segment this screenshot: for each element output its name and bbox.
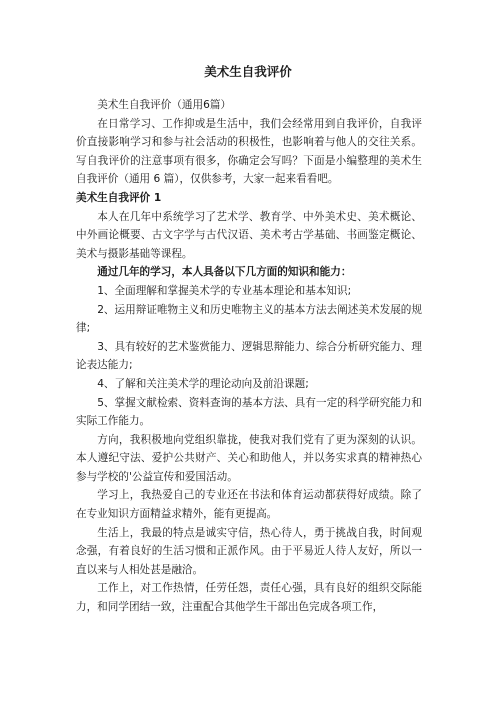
- list-item-4: 4、了解和关注美术学的理论动向及前沿课题;: [97, 377, 309, 390]
- paragraph-life: 生活上，我最的特点是诚实守信，热心待人，勇于挑战自我，时间观念强，有着良好的生活习惯和正派作风。由于平易近人待人友好，所以一直以来与人相处甚是融洽。: [76, 526, 422, 576]
- document-title: 美术生自我评价: [204, 64, 292, 79]
- list-item-5: 5、掌握文献检索、资料查询的基本方法、具有一定的科学研究能力和实际工作能力。: [76, 396, 422, 428]
- document-body: [76, 96, 422, 617]
- paragraph-intro: 在日常学习、工作抑或是生活中，我们会经常用到自我评价，自我评价直接影响学习和参与社会活动的积极性，也影响着与他人的交往关系。写自我评价的注意事项有很多，你确定会写吗？下面是小编整理的美术生自我评价（通用 6 篇），仅供参考，大家一起来看看吧。: [76, 117, 422, 186]
- subtitle: 美术生自我评价（通用6篇）: [97, 99, 232, 111]
- list-item-3: 3、具有较好的艺术鉴赏能力、逻辑思辩能力、综合分析研究能力、理论表达能力;: [76, 340, 422, 372]
- list-item-2: 2、运用辩证唯物主义和历史唯物主义的基本方法去阐述美术发展的规律;: [76, 303, 422, 335]
- paragraph-study: 学习上，我热爱自己的专业还在书法和体育运动都获得好成绩。除了在专业知识方面精益求精外，能有更提高。: [76, 489, 422, 521]
- paragraph-work: 工作上，对工作热情，任劳任怨，责任心强，具有良好的组织交际能力，和同学团结一致，注重配合其他学生干部出色完成各项工作，: [76, 582, 422, 614]
- paragraph-party: 方向，我积极地向党组织靠拢，使我对我们党有了更为深刻的认识。本人遵纪守法、爱护公共财产、关心和助他人，并以务实求真的精神热心参与学校的'公益宣传和爱国活动。: [76, 433, 422, 483]
- paragraph-courses: 本人在几年中系统学习了艺术学、教育学、中外美术史、美术概论、中外画论概要、古文字学与古代汉语、美术考古学基础、书画鉴定概论、美术与摄影基础等课程。: [76, 210, 422, 260]
- list-item-1: 1、全面理解和掌握美术学的专业基本理论和基本知识;: [97, 284, 352, 297]
- section-heading: 美术生自我评价 1: [76, 191, 162, 204]
- paragraph-abilities-heading: 通过几年的学习，本人具备以下几方面的知识和能力：: [97, 266, 352, 279]
